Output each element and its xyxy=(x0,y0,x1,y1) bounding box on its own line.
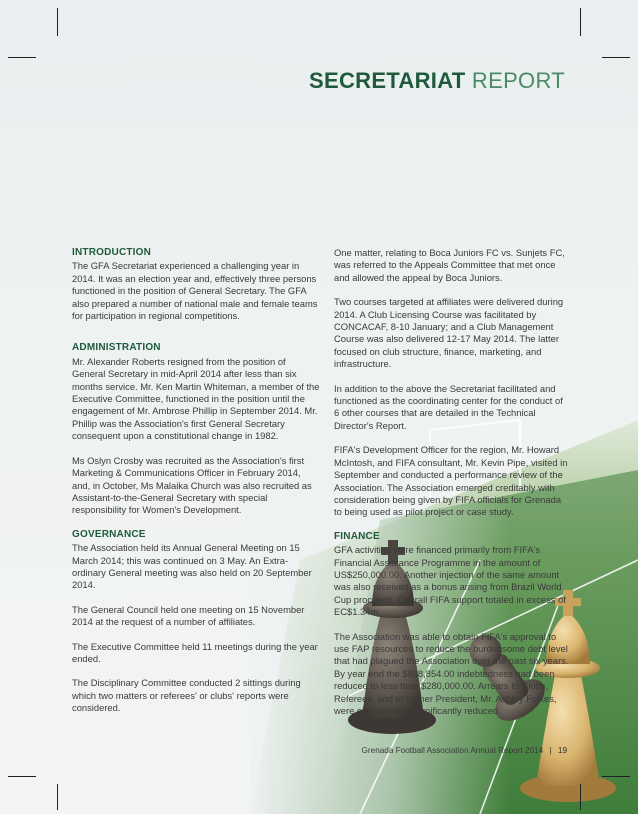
administration-paragraph: Mr. Alexander Roberts resigned from the position of General Secretary in mid-April 2014 after less than six months service. Mr. Ken Martin Whiteman, a member of the Executive Committee, functioned in the position until the engagement of Mr. Ambrose Phillip in September 2014. Mr. Phillip was the Association's first General Secretary consequent upon a constitutional change in 1982. xyxy=(72,355,320,442)
crop-mark xyxy=(602,57,630,58)
crop-mark xyxy=(580,784,581,810)
finance-paragraph: The Association was able to obtain FIFA's approval to use FAP resources to reduce the burdensome debt level that had plagued the Association over the past six years. By year end the $888,854.00 indebtedness had been reduced to less than $280,000.00. Arrears to Clubs, Referees, and to former President, Mr. Ashley Folkes, were eliminated or significantly reduced. xyxy=(334,630,569,716)
body-paragraph: One matter, relating to Boca Juniors FC vs. Sunjets FC, was referred to the Appeals Committee that met once and allowed the appeal by Boca Juniors. xyxy=(334,247,565,283)
body-paragraph: FIFA's Development Officer for the region, Mr. Howard McIntosh, and FIFA consultant, Mr. Kevin Pipe, visited in September and conducted a performance review of the Association. The Association emerged creditably with consideration being given by FIFA officials for Grenada to being used as pilot project or case study. xyxy=(334,444,568,518)
introduction-heading: INTRODUCTION xyxy=(72,247,152,258)
title-bold: SECRETARIAT xyxy=(309,68,466,93)
footer-separator: | xyxy=(549,746,552,755)
body-paragraph: Two courses targeted at affiliates were delivered during 2014. A Club Licensing Course was facilitated by CONCACAF, 8-10 January; and a Club Management Course was also delivered 12-17 May 2014. The latter focused on club structure, finance, marketing, and infrastructure. xyxy=(334,296,564,370)
left-column xyxy=(72,247,320,727)
body-paragraph: In addition to the above the Secretariat facilitated and functioned as the coordinating center for the conduct of 6 other courses that are detailed in the Technical Director's Report. xyxy=(334,382,563,431)
crop-mark xyxy=(57,784,58,810)
governance-heading: GOVERNANCE xyxy=(72,528,146,540)
footer-org: Grenada Football Association xyxy=(361,746,469,755)
page-title xyxy=(309,68,565,94)
governance-paragraph: The General Council held one meeting on 15 November 2014 at the request of a number of affiliates. xyxy=(72,603,305,628)
finance-section xyxy=(334,531,570,718)
crop-mark xyxy=(8,776,36,777)
finance-heading: FINANCE xyxy=(334,530,380,542)
page-number: 19 xyxy=(557,746,567,755)
governance-paragraph: The Association held its Annual General Meeting on 15 March 2014; this was continued on 3 May. An Extra-ordinary General meeting was also held on 20 September 2014. xyxy=(72,542,312,591)
crop-mark xyxy=(602,776,630,777)
introduction-paragraph: The GFA Secretariat experienced a challenging year in 2014. It was an election year and, effectively three persons functioned in the position of General Secretary. The GFA also prepared a number of national male and female teams for participation in regional competitions. xyxy=(72,260,318,322)
governance-paragraph: The Executive Committee held 11 meetings during the year ended. xyxy=(72,640,318,664)
title-light: REPORT xyxy=(471,68,565,93)
footer-report: Annual Report 2014 xyxy=(470,746,544,755)
page-footer xyxy=(362,746,567,755)
administration-heading: ADMINISTRATION xyxy=(72,342,161,354)
finance-paragraph: GFA activities were financed primarily from FIFA's Financial Assistance Programme in the amount of US$250,000.00. Another injection of the same amount was also received as a bonus arising from Brazil World Cup proceeds. Overall FIFA support totaled in excess of EC$1.34m. xyxy=(334,544,566,618)
crop-mark xyxy=(57,8,58,36)
crop-mark xyxy=(580,8,581,36)
governance-paragraph: The Disciplinary Committee conducted 2 sittings during which two matters or referees' or clubs' reports were considered. xyxy=(72,677,301,714)
administration-section xyxy=(72,342,320,516)
administration-paragraph: Ms Oslyn Crosby was recruited as the Association's first Marketing & Communications Officer in February 2014, and, in October, Ms Malaika Church was also recruited as Assistant-to-the-General Secretary with special responsibility for Women's Development. xyxy=(72,454,312,516)
introduction-section xyxy=(72,247,320,322)
right-column xyxy=(334,247,570,729)
governance-section xyxy=(72,529,320,715)
crop-mark xyxy=(8,57,36,58)
